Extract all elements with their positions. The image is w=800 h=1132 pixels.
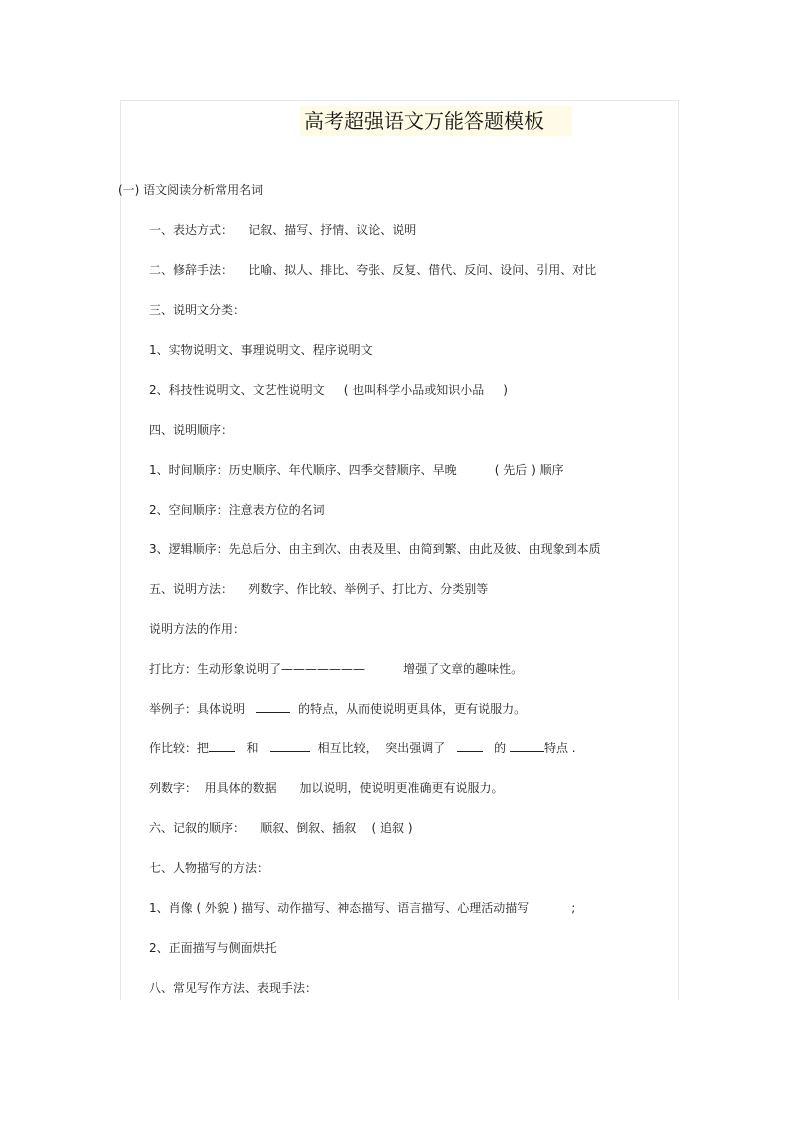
- text-line-16: 六、记叙的顺序： 顺叙、倒叙、插叙 ( 追叙 ): [149, 821, 413, 835]
- text-line-14-part-a: 作比较：把: [149, 741, 210, 755]
- text-line-14-part-d: 的: [494, 741, 507, 755]
- blank-4: [457, 739, 483, 752]
- blank-3: [270, 739, 310, 752]
- document-title: 高考超强语文万能答题模板: [300, 106, 572, 136]
- text-line-14-part-b: 和: [246, 741, 259, 755]
- blank-2: [209, 739, 235, 752]
- text-line-13-part-b: 的特点，从而使说明更具体，更有说服力。: [298, 702, 527, 716]
- text-line-2: 二、修辞手法： 比喻、拟人、排比、夸张、反复、借代、反问、设问、引用、对比: [149, 263, 597, 277]
- text-line-5: 2、科技性说明文、文艺性说明文 ( 也叫科学小品或知识小品 ): [149, 383, 508, 397]
- text-line-13-part-a: 举例子：具体说明: [149, 702, 246, 716]
- text-line-1: 一、表达方式： 记叙、描写、抒情、议论、说明: [149, 223, 417, 237]
- section-heading: (一) 语文阅读分析常用名词: [118, 183, 264, 197]
- text-line-13: [149, 700, 526, 718]
- text-line-15: 列数字： 用具体的数据 加以说明，使说明更准确更有说服力。: [149, 781, 504, 795]
- text-line-12: 打比方：生动形象说明了——————— 增强了文章的趣味性。: [149, 662, 524, 676]
- text-line-18: 1、肖像 ( 外貌 ) 描写、动作描写、神态描写、语言描写、心理活动描写 ;: [149, 901, 576, 915]
- text-line-4: 1、实物说明文、事理说明文、程序说明文: [149, 343, 373, 357]
- text-line-8: 2、空间顺序：注意表方位的名词: [149, 503, 325, 517]
- text-line-3: 三、说明文分类：: [149, 303, 246, 317]
- text-line-14-part-e: 特点 .: [543, 741, 576, 755]
- text-line-14-part-c: 相互比较， 突出强调了: [317, 741, 446, 755]
- blank-5: [510, 739, 544, 752]
- blank-1: [256, 700, 290, 713]
- text-line-20: 八、常见写作方法、表现手法：: [149, 981, 318, 995]
- text-line-10: 五、说明方法： 列数字、作比较、举例子、打比方、分类别等: [149, 582, 489, 596]
- text-line-19: 2、正面描写与侧面烘托: [149, 941, 277, 955]
- text-line-14: [149, 739, 576, 757]
- text-line-7: 1、时间顺序：历史顺序、年代顺序、四季交替顺序、早晚 ( 先后 ) 顺序: [149, 463, 564, 477]
- text-line-6: 四、说明顺序：: [149, 423, 234, 437]
- text-line-11: 说明方法的作用：: [149, 622, 246, 636]
- text-line-17: 七、人物描写的方法：: [149, 861, 270, 875]
- text-line-9: 3、逻辑顺序：先总后分、由主到次、由表及里、由简到繁、由此及彼、由现象到本质: [149, 542, 601, 556]
